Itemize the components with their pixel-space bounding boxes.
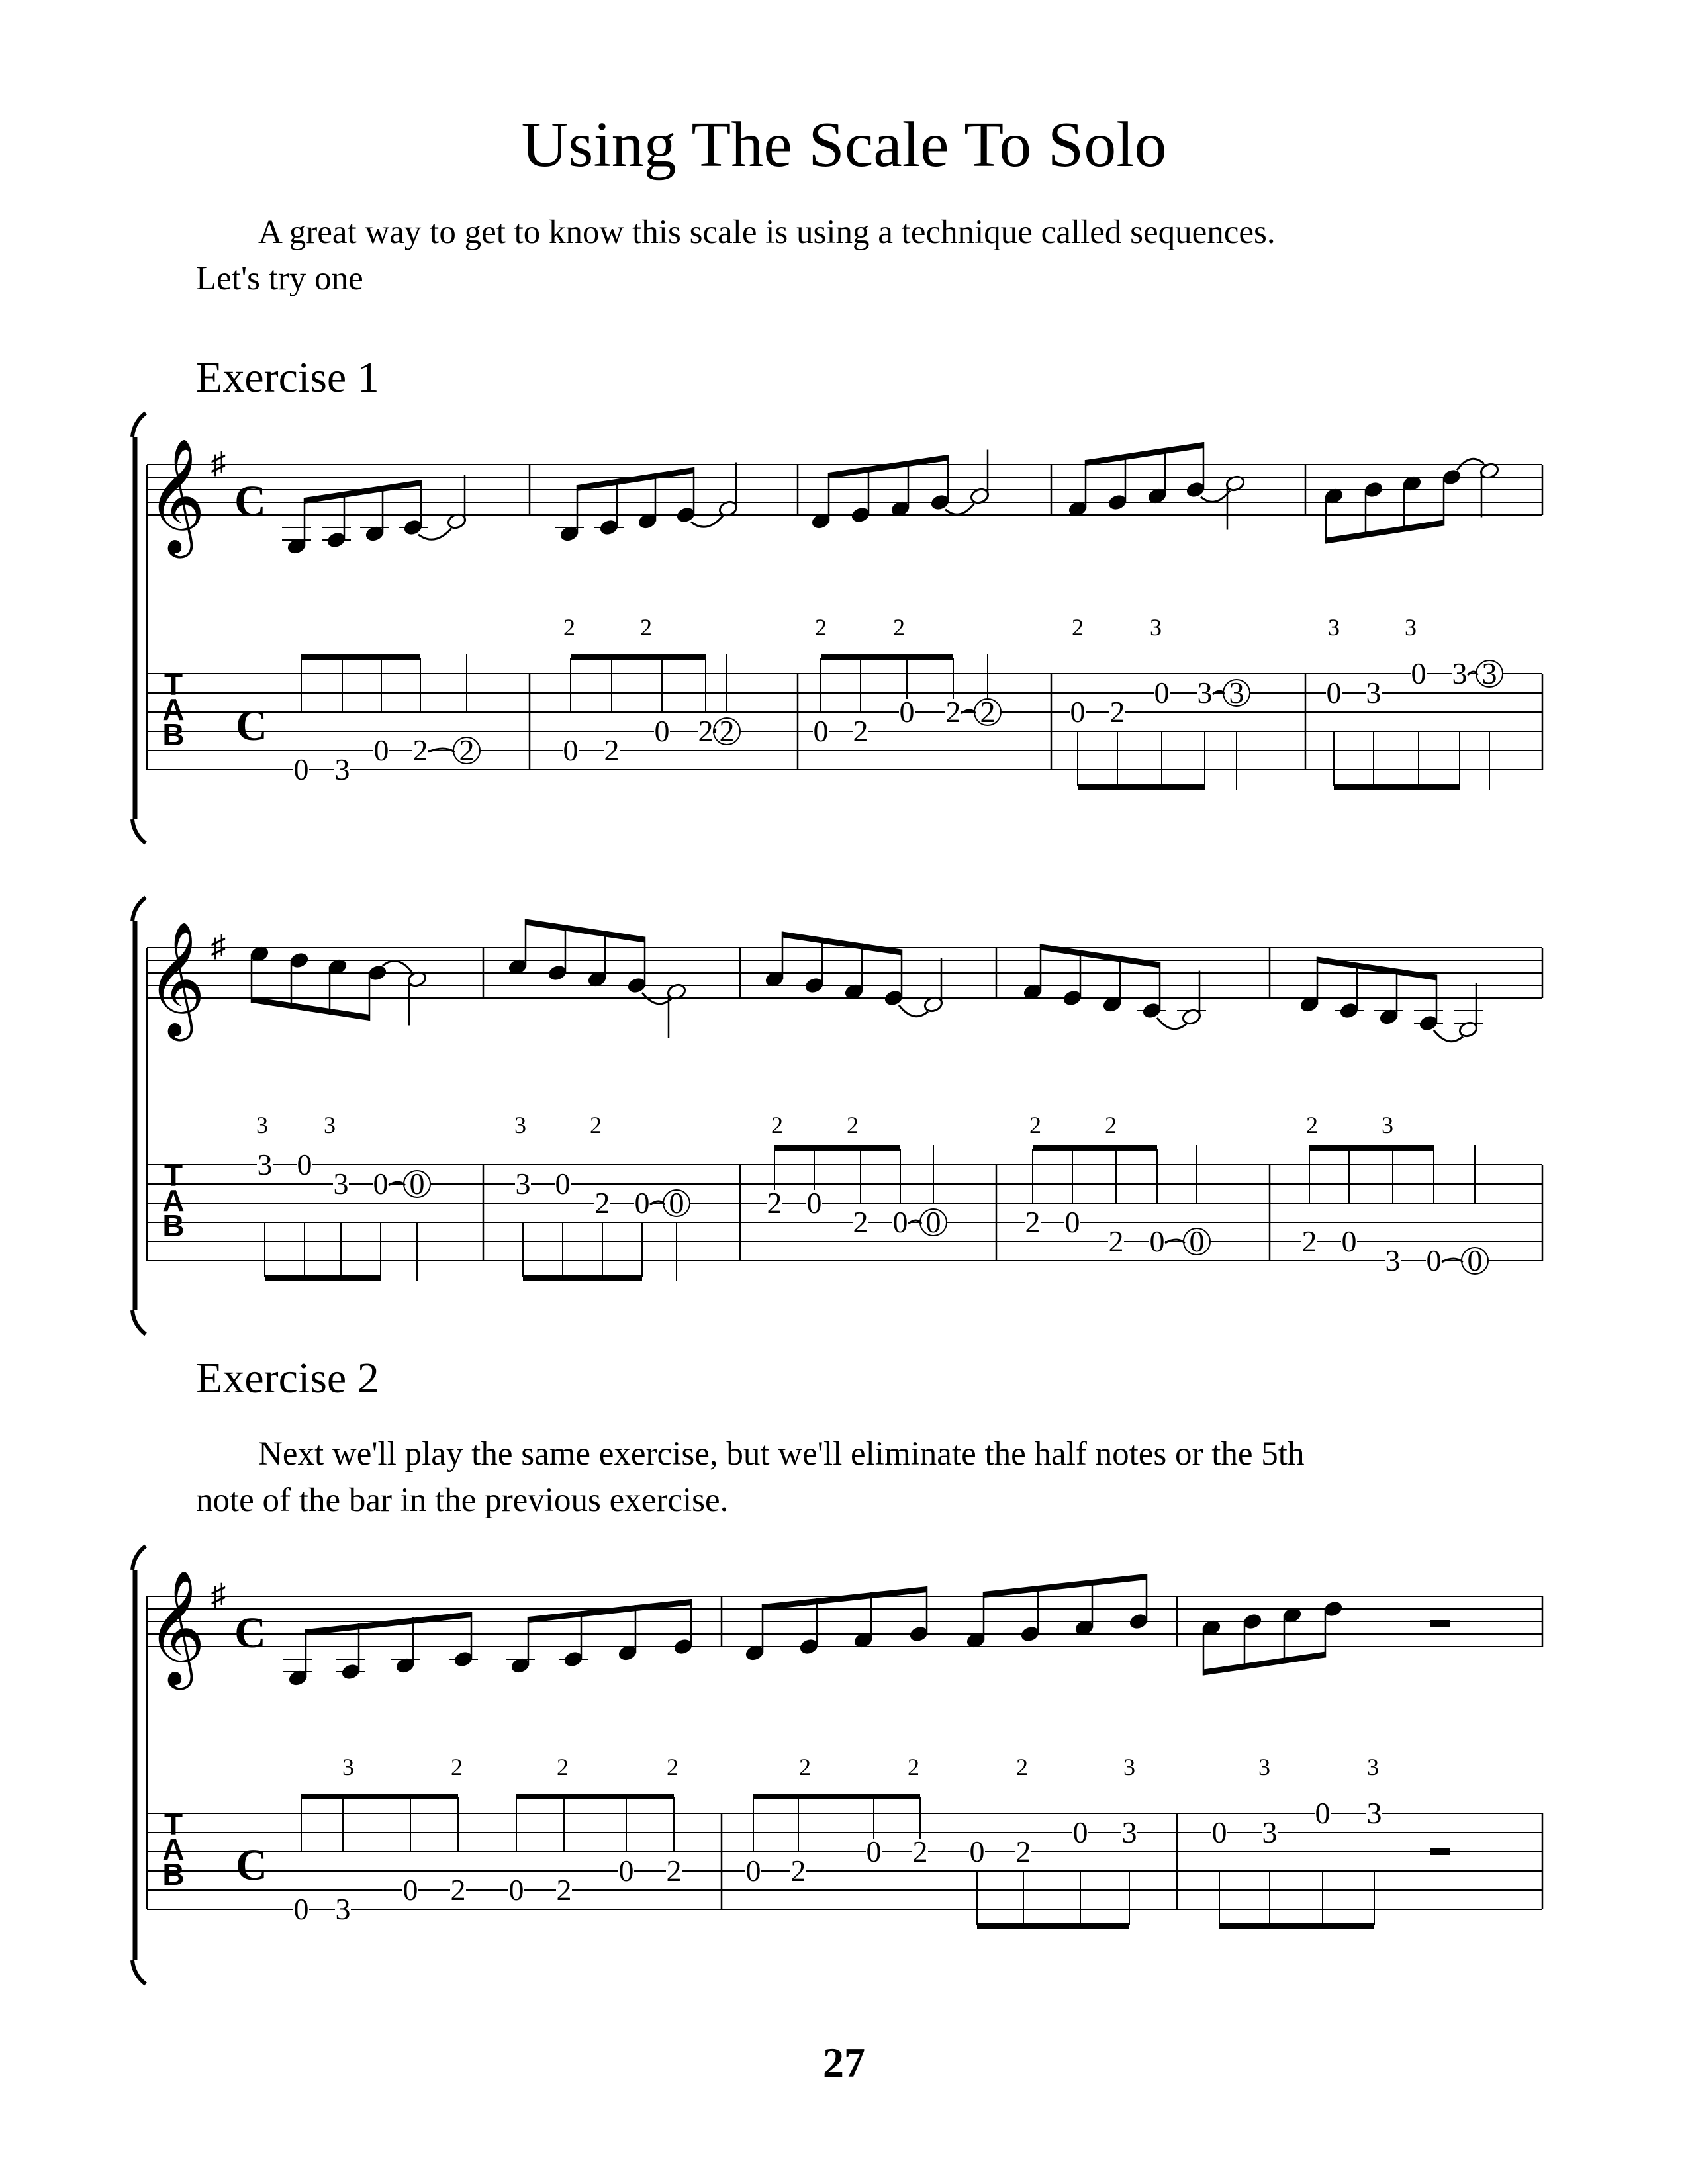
svg-text:3: 3 bbox=[335, 1892, 351, 1926]
fingering: 2 bbox=[908, 1754, 919, 1780]
tab-number bbox=[1326, 676, 1342, 709]
tab-rhythm bbox=[1309, 1145, 1434, 1203]
fingering: 2 bbox=[1029, 1112, 1041, 1138]
svg-text:0: 0 bbox=[654, 714, 670, 748]
treble-clef-icon: 𝄞 bbox=[146, 925, 206, 1034]
svg-text:2: 2 bbox=[912, 1835, 928, 1868]
svg-text:2: 2 bbox=[853, 714, 868, 748]
svg-text:0: 0 bbox=[1189, 1224, 1205, 1258]
svg-text:2: 2 bbox=[556, 1873, 572, 1907]
tab-number-tied bbox=[920, 1205, 947, 1239]
beamed-notes bbox=[782, 932, 902, 999]
tab-number-tied bbox=[404, 1167, 430, 1201]
tab-number bbox=[1411, 657, 1427, 690]
svg-text:0: 0 bbox=[1149, 1224, 1165, 1258]
tab-beam bbox=[1078, 784, 1205, 790]
svg-text:0: 0 bbox=[1411, 657, 1427, 690]
fingering: 2 bbox=[667, 1754, 679, 1780]
tab-half-rest bbox=[1430, 1848, 1450, 1855]
tie bbox=[691, 516, 723, 527]
svg-text:T: T bbox=[164, 1158, 183, 1193]
beam bbox=[829, 455, 948, 478]
tab-number-tied bbox=[1184, 1224, 1210, 1258]
svg-text:2: 2 bbox=[412, 733, 428, 767]
beamed-notes bbox=[1086, 442, 1203, 509]
svg-text:0: 0 bbox=[563, 733, 579, 767]
svg-text:2: 2 bbox=[450, 1873, 466, 1907]
beam bbox=[526, 919, 645, 943]
tab-number bbox=[654, 714, 670, 748]
tab-rhythm bbox=[977, 1871, 1129, 1929]
tab-number bbox=[745, 1854, 761, 1888]
svg-text:0: 0 bbox=[618, 1854, 634, 1888]
svg-text:0: 0 bbox=[293, 1892, 309, 1926]
tab-number bbox=[1197, 676, 1213, 709]
system-bracket bbox=[132, 897, 146, 1334]
tab-beam bbox=[753, 1794, 920, 1799]
tab-rhythm bbox=[821, 654, 953, 712]
beam bbox=[984, 1574, 1147, 1598]
beam bbox=[763, 1586, 927, 1610]
svg-text:0: 0 bbox=[555, 1167, 571, 1201]
tab-number bbox=[1301, 1224, 1317, 1258]
svg-text:3: 3 bbox=[334, 752, 350, 786]
svg-text:0: 0 bbox=[925, 1205, 941, 1239]
svg-text:0: 0 bbox=[508, 1873, 524, 1907]
svg-text:0: 0 bbox=[892, 1205, 908, 1239]
tab-beam bbox=[1334, 784, 1460, 790]
tab-number bbox=[806, 1186, 822, 1220]
fingering: 3 bbox=[1150, 614, 1162, 641]
tab-number bbox=[555, 1167, 571, 1201]
svg-text:2: 2 bbox=[1301, 1224, 1317, 1258]
svg-text:0: 0 bbox=[813, 714, 829, 748]
fingering: 3 bbox=[1367, 1754, 1379, 1780]
tab-rhythm bbox=[301, 1794, 458, 1852]
tab-number bbox=[767, 1186, 782, 1220]
beam bbox=[1326, 520, 1444, 544]
fingering: 3 bbox=[1382, 1112, 1393, 1138]
svg-text:3: 3 bbox=[257, 1148, 273, 1181]
tab-number-tied bbox=[714, 714, 740, 748]
svg-text:3: 3 bbox=[515, 1167, 531, 1201]
tab-clef bbox=[162, 667, 184, 752]
tab-tie bbox=[714, 729, 716, 733]
exercise-2-heading: Exercise 2 bbox=[196, 1354, 379, 1402]
beamed-notes bbox=[984, 1574, 1147, 1641]
tab-number-tied bbox=[1223, 676, 1250, 709]
tab-rhythm bbox=[1219, 1871, 1374, 1929]
tab-number bbox=[892, 1205, 908, 1239]
svg-text:0: 0 bbox=[402, 1873, 418, 1907]
page-title: Using The Scale To Solo bbox=[521, 109, 1167, 181]
fingering: 2 bbox=[771, 1112, 783, 1138]
tab-number bbox=[556, 1873, 572, 1907]
svg-text:2: 2 bbox=[945, 695, 961, 729]
tie bbox=[418, 528, 451, 539]
tab-time-signature: C bbox=[236, 702, 267, 750]
half-rest bbox=[1430, 1620, 1450, 1627]
tab-number bbox=[790, 1854, 806, 1888]
time-signature: C bbox=[234, 1609, 266, 1657]
svg-text:2: 2 bbox=[594, 1186, 610, 1220]
svg-text:2: 2 bbox=[767, 1186, 782, 1220]
fingering: 3 bbox=[324, 1112, 336, 1138]
tab-beam bbox=[523, 1275, 642, 1281]
svg-text:0: 0 bbox=[745, 1854, 761, 1888]
svg-text:0: 0 bbox=[866, 1835, 882, 1868]
svg-text:3: 3 bbox=[333, 1167, 349, 1201]
svg-text:0: 0 bbox=[1467, 1244, 1483, 1277]
tab-number bbox=[853, 1205, 868, 1239]
tab-rhythm bbox=[301, 654, 420, 712]
exercise-2-line-2: note of the bar in the previous exercise. bbox=[196, 1482, 729, 1519]
tab-number bbox=[1108, 1224, 1124, 1258]
tab-beam bbox=[821, 654, 953, 660]
tab-number bbox=[1452, 657, 1468, 690]
tab-number-tied bbox=[974, 695, 1001, 729]
tab-beam bbox=[1219, 1923, 1374, 1929]
tab-number bbox=[698, 714, 714, 748]
svg-text:3: 3 bbox=[1366, 676, 1382, 709]
tab-number bbox=[1341, 1224, 1357, 1258]
tab-rhythm bbox=[753, 1794, 920, 1852]
svg-text:A: A bbox=[162, 1183, 185, 1218]
fingering: 3 bbox=[1405, 614, 1417, 641]
sharp-icon: ♯ bbox=[211, 446, 226, 480]
intro-line-2: Let's try one bbox=[196, 260, 363, 297]
tab-number bbox=[866, 1835, 882, 1868]
tie bbox=[899, 1005, 928, 1017]
svg-text:0: 0 bbox=[1315, 1796, 1331, 1830]
svg-text:3: 3 bbox=[1452, 657, 1468, 690]
beam bbox=[782, 932, 902, 956]
svg-text:2: 2 bbox=[853, 1205, 868, 1239]
beam bbox=[1203, 1652, 1325, 1676]
tie bbox=[1201, 490, 1230, 502]
tab-number bbox=[1366, 676, 1382, 709]
tab-number-tied bbox=[1476, 657, 1503, 690]
svg-text:2: 2 bbox=[1109, 695, 1125, 729]
tab-number bbox=[899, 695, 915, 729]
svg-text:B: B bbox=[162, 1208, 185, 1243]
tab-clef bbox=[162, 1158, 184, 1243]
fingering: 2 bbox=[451, 1754, 463, 1780]
tab-number bbox=[563, 733, 579, 767]
svg-text:0: 0 bbox=[1211, 1815, 1227, 1849]
tab-number bbox=[293, 1892, 309, 1926]
fingering: 2 bbox=[640, 614, 652, 641]
svg-text:2: 2 bbox=[980, 695, 996, 729]
fingering: 3 bbox=[1123, 1754, 1135, 1780]
svg-text:0: 0 bbox=[1072, 1815, 1088, 1849]
tab-clef bbox=[162, 1807, 184, 1891]
svg-text:0: 0 bbox=[1426, 1244, 1442, 1277]
time-signature: C bbox=[234, 477, 266, 525]
svg-text:0: 0 bbox=[1154, 676, 1170, 709]
tie bbox=[1434, 1030, 1463, 1042]
svg-text:2: 2 bbox=[1025, 1205, 1041, 1239]
svg-text:0: 0 bbox=[297, 1148, 312, 1181]
sharp-icon: ♯ bbox=[211, 929, 226, 963]
tab-number bbox=[508, 1873, 524, 1907]
tie bbox=[1157, 1018, 1186, 1029]
tab-number bbox=[1149, 1224, 1165, 1258]
tab-number bbox=[334, 752, 350, 786]
svg-text:2: 2 bbox=[666, 1854, 682, 1888]
tab-number bbox=[1211, 1815, 1227, 1849]
beam bbox=[306, 1612, 471, 1635]
svg-text:0: 0 bbox=[899, 695, 915, 729]
tab-number bbox=[634, 1186, 650, 1220]
fingering: 3 bbox=[256, 1112, 268, 1138]
svg-text:3: 3 bbox=[1262, 1815, 1278, 1849]
svg-text:0: 0 bbox=[1326, 676, 1342, 709]
system-bracket bbox=[132, 413, 146, 843]
beamed-notes bbox=[1326, 477, 1444, 544]
svg-text:2: 2 bbox=[604, 733, 620, 767]
tab-number bbox=[402, 1873, 418, 1907]
svg-text:T: T bbox=[164, 667, 183, 702]
tab-number bbox=[604, 733, 620, 767]
tab-beam bbox=[265, 1275, 381, 1281]
svg-text:0: 0 bbox=[806, 1186, 822, 1220]
tab-beam bbox=[1309, 1145, 1434, 1151]
system-bracket bbox=[132, 1546, 146, 1984]
tab-number bbox=[1426, 1244, 1442, 1277]
tab-rhythm bbox=[774, 1145, 900, 1203]
fingering: 2 bbox=[847, 1112, 859, 1138]
svg-text:2: 2 bbox=[1108, 1224, 1124, 1258]
fingering: 2 bbox=[563, 614, 575, 641]
tab-beam bbox=[774, 1145, 900, 1151]
tab-number bbox=[666, 1854, 682, 1888]
svg-text:T: T bbox=[164, 1807, 183, 1841]
tab-rhythm bbox=[265, 1222, 381, 1281]
fingering: 2 bbox=[557, 1754, 569, 1780]
tab-number bbox=[618, 1854, 634, 1888]
svg-text:2: 2 bbox=[719, 714, 735, 748]
tab-number bbox=[515, 1167, 531, 1201]
tab-number-tied bbox=[663, 1186, 690, 1220]
intro-line-1: A great way to get to know this scale is using a technique called sequences. bbox=[258, 214, 1276, 251]
fingering: 3 bbox=[342, 1754, 354, 1780]
tab-number bbox=[450, 1873, 466, 1907]
exercise-2-line-1: Next we'll play the same exercise, but we'll eliminate the half notes or the 5th bbox=[258, 1435, 1305, 1473]
svg-text:3: 3 bbox=[1481, 657, 1497, 690]
tab-number bbox=[333, 1167, 349, 1201]
tab-number bbox=[1121, 1815, 1137, 1849]
beamed-notes bbox=[526, 919, 645, 986]
fingering: 3 bbox=[1258, 1754, 1270, 1780]
svg-text:B: B bbox=[162, 1857, 185, 1891]
beam bbox=[577, 467, 694, 491]
tab-number bbox=[257, 1148, 273, 1181]
exercise-1-heading: Exercise 1 bbox=[196, 353, 379, 402]
fingering: 3 bbox=[1328, 614, 1340, 641]
tab-number bbox=[1025, 1205, 1041, 1239]
fingering: 2 bbox=[1016, 1754, 1028, 1780]
svg-text:0: 0 bbox=[1341, 1224, 1357, 1258]
svg-text:0: 0 bbox=[373, 733, 389, 767]
treble-clef-icon: 𝄞 bbox=[146, 1573, 206, 1683]
fingering: 2 bbox=[893, 614, 905, 641]
svg-text:0: 0 bbox=[1064, 1205, 1080, 1239]
svg-text:A: A bbox=[162, 1832, 185, 1866]
svg-text:0: 0 bbox=[634, 1186, 650, 1220]
svg-text:3: 3 bbox=[1385, 1244, 1401, 1277]
tab-number bbox=[1315, 1796, 1331, 1830]
beamed-notes bbox=[1317, 957, 1436, 1024]
tab-rhythm bbox=[1078, 731, 1205, 790]
tab-number bbox=[1109, 695, 1125, 729]
tab-number bbox=[813, 714, 829, 748]
tab-beam bbox=[977, 1923, 1129, 1929]
tab-number bbox=[373, 733, 389, 767]
beamed-notes bbox=[1041, 944, 1160, 1011]
svg-text:2: 2 bbox=[698, 714, 714, 748]
tab-number bbox=[1154, 676, 1170, 709]
tab-time-signature: C bbox=[236, 1841, 267, 1889]
staff bbox=[147, 948, 1542, 998]
fingering: 2 bbox=[1306, 1112, 1318, 1138]
svg-text:0: 0 bbox=[1070, 695, 1086, 729]
svg-text:2: 2 bbox=[1015, 1835, 1031, 1868]
tab-rhythm bbox=[571, 654, 706, 712]
tab-number bbox=[293, 752, 309, 786]
beam bbox=[305, 480, 421, 504]
fingering: 2 bbox=[799, 1754, 811, 1780]
tab-number bbox=[1072, 1815, 1088, 1849]
tab-number bbox=[594, 1186, 610, 1220]
svg-text:3: 3 bbox=[1366, 1796, 1382, 1830]
svg-text:A: A bbox=[162, 692, 185, 727]
tab-number bbox=[1366, 1796, 1382, 1830]
svg-text:0: 0 bbox=[293, 752, 309, 786]
tab-number bbox=[373, 1167, 389, 1201]
fingering: 2 bbox=[815, 614, 827, 641]
tab-number bbox=[297, 1148, 312, 1181]
svg-text:2: 2 bbox=[459, 733, 475, 767]
svg-text:3: 3 bbox=[1197, 676, 1213, 709]
beam bbox=[528, 1599, 691, 1623]
tab-beam bbox=[516, 1794, 674, 1799]
svg-text:0: 0 bbox=[409, 1167, 425, 1201]
tab-beam bbox=[571, 654, 706, 660]
beam bbox=[252, 997, 369, 1021]
fingering: 3 bbox=[514, 1112, 526, 1138]
tab-number bbox=[335, 1892, 351, 1926]
tab-number bbox=[1064, 1205, 1080, 1239]
tie bbox=[945, 503, 974, 514]
tab-number bbox=[853, 714, 868, 748]
tab-number bbox=[1385, 1244, 1401, 1277]
fingering: 2 bbox=[1072, 614, 1084, 641]
beamed-notes bbox=[1203, 1609, 1325, 1676]
tab-rhythm bbox=[1033, 1145, 1157, 1203]
svg-text:3: 3 bbox=[1229, 676, 1244, 709]
tab-rhythm bbox=[516, 1794, 674, 1852]
beamed-notes bbox=[252, 954, 369, 1021]
tab-rhythm bbox=[1334, 731, 1460, 790]
tab-number bbox=[1262, 1815, 1278, 1849]
tie bbox=[383, 961, 412, 972]
tab-number bbox=[945, 695, 961, 729]
page-number: 27 bbox=[823, 2039, 865, 2086]
tab-number bbox=[1015, 1835, 1031, 1868]
tab-staff bbox=[147, 1165, 1542, 1261]
tab-rhythm bbox=[523, 1222, 642, 1281]
tab-beam bbox=[301, 1794, 458, 1799]
fingering: 2 bbox=[590, 1112, 602, 1138]
tab-staff bbox=[147, 1813, 1542, 1909]
tab-number-tied bbox=[453, 733, 480, 767]
svg-text:B: B bbox=[162, 717, 185, 752]
svg-text:0: 0 bbox=[373, 1167, 389, 1201]
beam bbox=[1086, 442, 1203, 466]
tab-number-tied bbox=[1462, 1244, 1488, 1277]
svg-text:0: 0 bbox=[969, 1835, 985, 1868]
svg-text:0: 0 bbox=[669, 1186, 684, 1220]
tab-number bbox=[412, 733, 428, 767]
svg-text:3: 3 bbox=[1121, 1815, 1137, 1849]
tab-beam bbox=[1033, 1145, 1157, 1151]
tab-beam bbox=[301, 654, 420, 660]
tab-number bbox=[1070, 695, 1086, 729]
tab-number bbox=[969, 1835, 985, 1868]
sharp-icon: ♯ bbox=[211, 1578, 226, 1612]
treble-clef-icon: 𝄞 bbox=[146, 441, 206, 551]
svg-text:2: 2 bbox=[790, 1854, 806, 1888]
tab-number bbox=[912, 1835, 928, 1868]
fingering: 2 bbox=[1105, 1112, 1117, 1138]
